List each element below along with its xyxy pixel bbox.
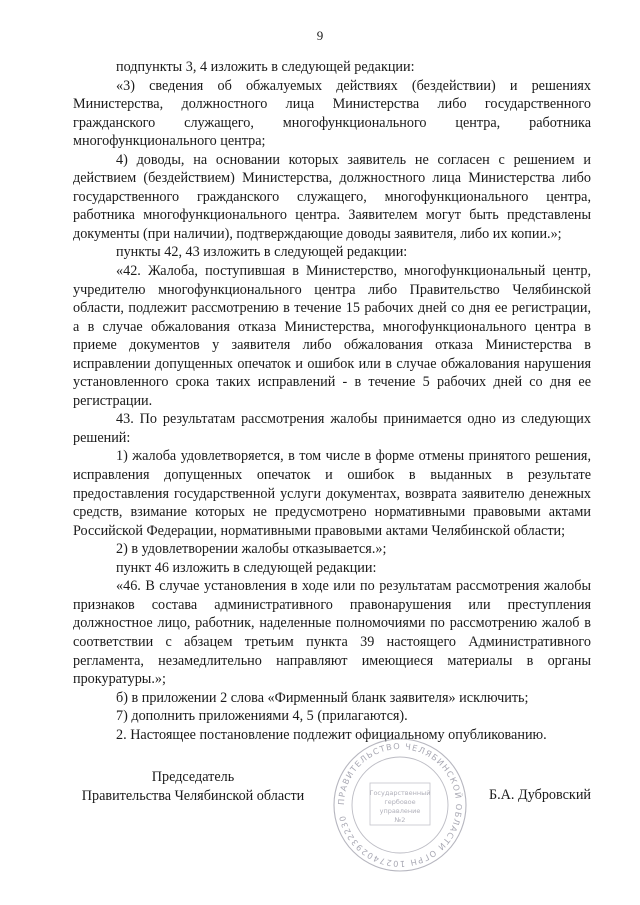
paragraph: пункт 46 изложить в следующей редакции: [116,559,377,576]
seal-center-line1: Государственный [369,789,431,797]
paragraph: 43. По результатам рассмотрения жалобы принимается одно из следующих решений: [73,411,591,446]
seal-outer-text: ПРАВИТЕЛЬСТВО ЧЕЛЯБИНСКОЙ ОБЛАСТИ ОГРН 1027402932230 [335,740,465,870]
paragraph: 1) жалоба удовлетворяется, в том числе в форме отмены принятого решения, исправления допущенных опечаток и ошибок в выданных в результате предоставления государственной услуги документах, возврата заявителю денежных средств, взимание которых не предусмотрено нормативными правовыми актами Российской Федерации, нормативными правовыми актами Челябинской области; [73,448,591,539]
paragraph: «3) сведения об обжалуемых действиях (бездействии) и решениях Министерства, должностного лица Министерства либо государственного гражданского служащего, многофункционального центра, работника многофункционального центра; [73,77,591,150]
signatory-title-line2: Правительства Челябинской области [81,787,305,804]
paragraph: «42. Жалоба, поступившая в Министерство, многофункциональный центр, учредителю многофункционального центра либо Правительство Челябинской области, подлежит рассмотрению в течение 15 рабочих дней со дня ее регистрации, а в случае обжалования отказа Министерства, многофункционального центра в приеме документов у заявителя либо обжалования отказа Министерства в исправлении допущенных опечаток и ошибок или в случае обжалования нарушения установленного срока таких исправлений - в течение 5 рабочих дней со дня ее регистрации. [73,263,591,409]
paragraph: 2. Настоящее постановление подлежит официальному опубликованию. [116,726,547,743]
signatory-title-line1: Председатель [151,769,235,785]
paragraph: 7) дополнить приложениями 4, 5 (прилагаются). [116,708,408,725]
paragraph: 2) в удовлетворении жалобы отказывается.»; [116,541,387,558]
seal-center-line2: гербовое [384,798,416,806]
page-number: 9 [316,28,324,43]
paragraph: б) в приложении 2 слова «Фирменный бланк заявителя» исключить; [116,689,529,706]
paragraph: «46. В случае установления в ходе или по результатам рассмотрения жалобы признаков состава административного правонарушения или преступления должностное лицо, работник, наделенные полномочиями по рассмотрению жалоб в соответствии с абзацем третьим пункта 39 настоящего Административного регламента, незамедлительно направляют имеющиеся материалы в органы прокуратуры.»; [73,578,591,688]
document-body [73,58,591,744]
official-seal-stamp [330,735,470,875]
paragraph: 4) доводы, на основании которых заявитель не согласен с решением и действием (бездействием) Министерства, должностного лица Министерства либо государственного гражданского служащего, многофункционального центра, работника многофункционального центра. Заявителем могут быть представлены документы (при наличии), подтверждающие доводы заявителя, либо их копии.»; [73,151,591,242]
signatory-name: Б.А. Дубровский [488,787,591,803]
paragraph: подпункты 3, 4 изложить в следующей редакции: [116,59,415,75]
paragraph: пункты 42, 43 изложить в следующей редакции: [116,244,408,261]
signatory-title [73,768,313,805]
seal-center-line3: управление [379,807,421,815]
seal-center-number: №2 [394,816,406,824]
